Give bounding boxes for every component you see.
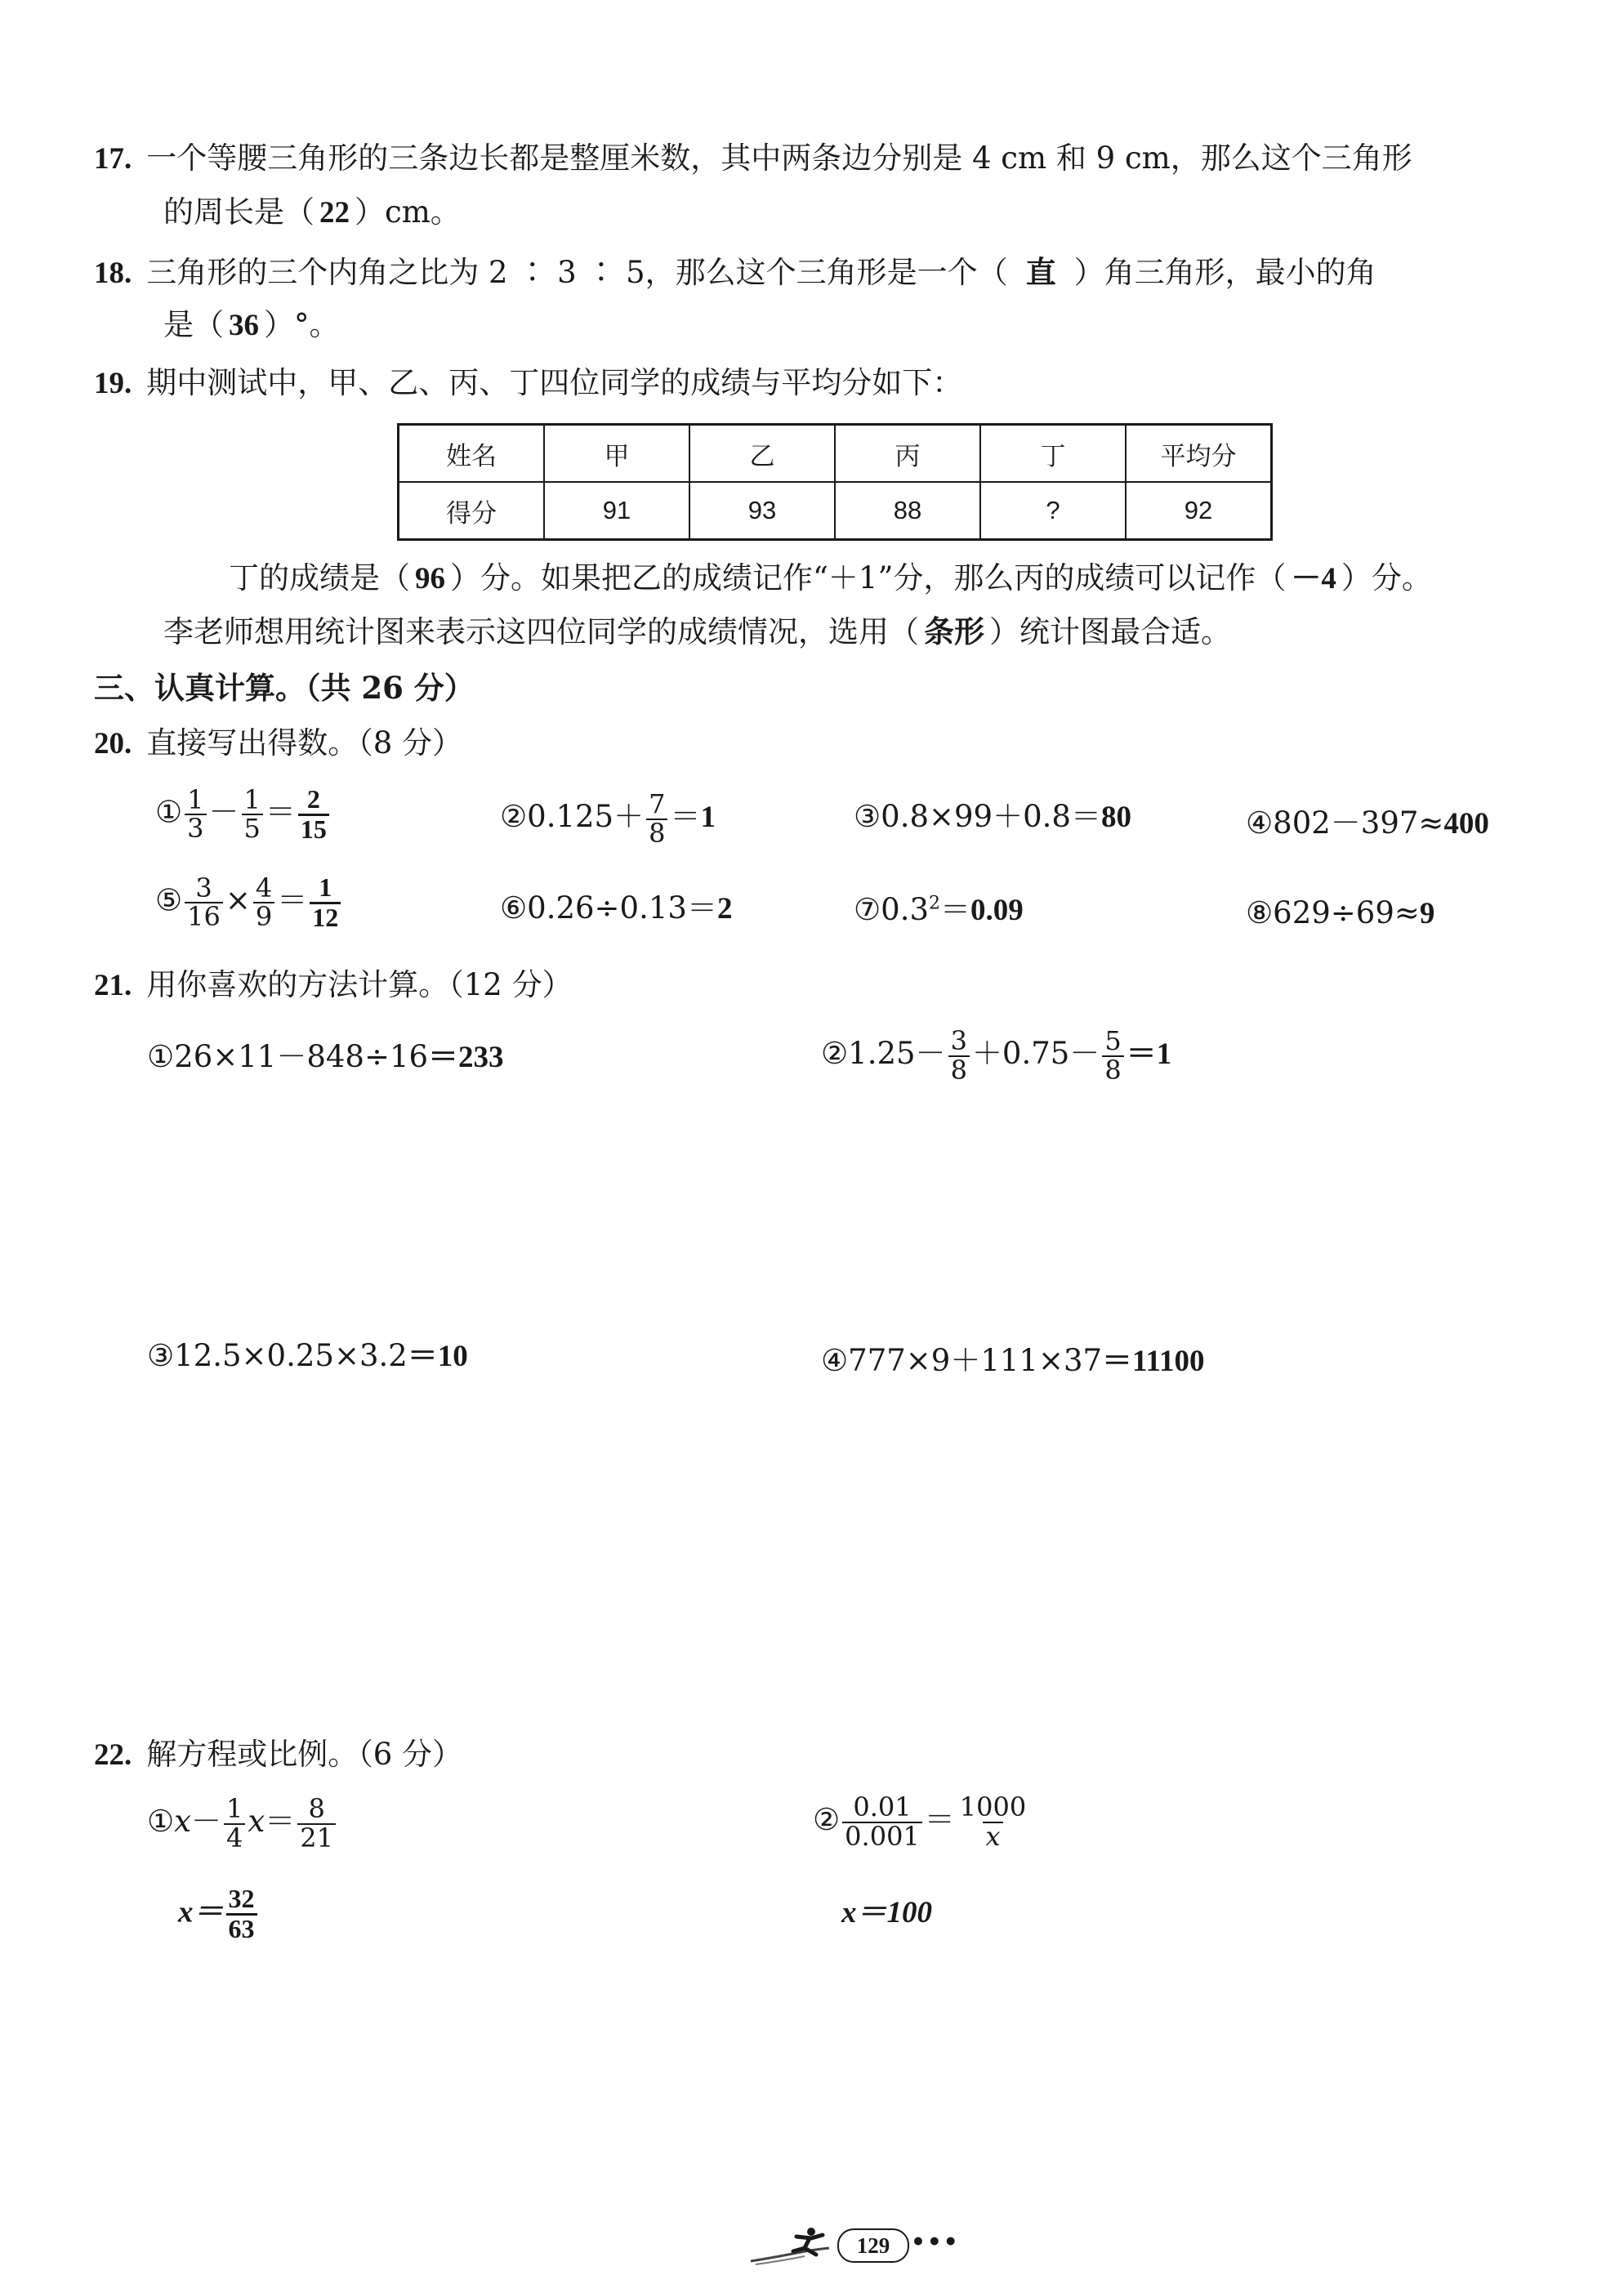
q18-mid: ）角三角形，最小的角 <box>1073 255 1376 290</box>
table-header-cell: 丁 <box>980 425 1126 483</box>
table-cell: ? <box>980 482 1126 540</box>
q18-line1 <box>94 255 1376 292</box>
fraction <box>185 872 223 933</box>
q20-7-mark: ⑦ <box>854 892 881 927</box>
fraction <box>957 1791 1028 1852</box>
q17-line1 <box>94 141 1412 177</box>
denominator: 9 <box>253 902 274 931</box>
q19-line3 <box>163 614 1231 651</box>
fraction <box>224 1795 245 1852</box>
q22-text: 解方程或比例。（6 分） <box>146 1737 463 1772</box>
table-cell: 93 <box>689 482 835 540</box>
q21-item-2 <box>821 1025 1172 1086</box>
variable: x <box>248 1804 265 1840</box>
equals: ＝ <box>277 882 308 918</box>
q19-l1-post: ）分。 <box>1341 560 1432 596</box>
numerator: 1 <box>187 783 204 815</box>
q17-text: 一个等腰三角形的三条边长都是整厘米数，其中两条边分别是 4 cm 和 9 cm，那么这个三角形 <box>146 141 1412 176</box>
q18-post2: ）°。 <box>264 307 340 342</box>
expression: 629÷69≈ <box>1273 895 1420 930</box>
q19-l2-pre: 李老师想用统计图来表示这四位同学的成绩情况，选用（ <box>163 614 919 649</box>
q22-item-2 <box>813 1791 1031 1852</box>
fraction <box>948 1025 970 1086</box>
q20-4-answer: 400 <box>1443 807 1489 841</box>
q20-item-2 <box>500 788 716 849</box>
q21-item-3 <box>147 1338 468 1375</box>
q17-line2 <box>163 194 461 231</box>
denominator: x <box>983 1822 1002 1851</box>
q20-6-mark: ⑥ <box>500 890 528 926</box>
q18-answer-2: 36 <box>229 309 259 342</box>
q19-text: 期中测试中，甲、乙、丙、丁四位同学的成绩与平均分如下： <box>146 365 963 400</box>
numerator: 1000 <box>959 1791 1027 1822</box>
q21-4-answer: ＝11100 <box>1102 1345 1205 1378</box>
q21-4-mark: ④ <box>821 1343 849 1378</box>
q22-1-answer <box>178 1885 260 1943</box>
q22-1-mark: ① <box>147 1804 175 1840</box>
q21-title <box>94 967 573 1004</box>
q21-item-4 <box>821 1343 1204 1380</box>
q21-text: 用你喜欢的方法计算。（12 分） <box>146 967 573 1002</box>
q20-4-mark: ④ <box>1246 805 1274 841</box>
numerator: 1 <box>243 783 261 815</box>
score-table-header-row <box>399 425 1272 483</box>
table-cell: 88 <box>835 482 980 540</box>
expression: 0.125＋ <box>527 799 645 835</box>
q17-answer: 22 <box>319 196 350 230</box>
q22-title <box>94 1737 462 1773</box>
numerator: 32 <box>228 1884 255 1913</box>
q20-item-6 <box>500 890 732 927</box>
q18-answer-1: 直 <box>1025 256 1056 290</box>
q20-8-answer: 9 <box>1419 897 1435 930</box>
q21-2-mark: ② <box>821 1036 849 1072</box>
q20-8-mark: ⑧ <box>1246 895 1274 930</box>
q18-pre: 三角形的三个内角之比为 2 ∶ 3 ∶ 5，那么这个三角形是一个（ <box>146 255 1008 290</box>
fraction <box>1102 1025 1123 1086</box>
table-cell: 92 <box>1126 482 1272 540</box>
page-number: 129 <box>837 2228 909 2263</box>
expression: 0.8×99＋0.8＝ <box>881 799 1101 834</box>
answer-fraction <box>298 786 329 843</box>
denominator: 0.001 <box>842 1822 922 1851</box>
numerator: 0.01 <box>853 1791 912 1822</box>
q19-line1 <box>94 365 962 402</box>
base: 0.3 <box>881 892 930 927</box>
runner-logo-icon <box>747 2225 837 2266</box>
exponent: 2 <box>929 893 941 914</box>
q20-item-4 <box>1246 805 1489 842</box>
q20-title <box>94 725 462 762</box>
q20-number: 20. <box>94 727 132 761</box>
table-cell: 91 <box>544 482 689 540</box>
q18-pre2: 是（ <box>163 307 224 342</box>
section-3-title: 三、认真计算。（共 26 分） <box>94 670 475 706</box>
q20-1-mark: ① <box>155 794 183 830</box>
q19-answer-3: 条形 <box>924 616 984 649</box>
operator: － <box>208 794 239 830</box>
numerator: 5 <box>1104 1025 1122 1056</box>
q22-2-answer: x＝100 <box>841 1896 932 1929</box>
numerator: 4 <box>255 872 273 903</box>
q19-l1-pre: 丁的成绩是（ <box>229 560 410 596</box>
operator: × <box>225 882 251 918</box>
fraction <box>242 783 263 845</box>
numerator: 8 <box>308 1793 325 1824</box>
denominator: 8 <box>1102 1055 1123 1085</box>
variable: x <box>174 1804 192 1840</box>
q18-number: 18. <box>94 256 132 290</box>
table-cell: 得分 <box>399 482 545 540</box>
equals: ＝ <box>924 1802 955 1838</box>
denominator: 3 <box>185 814 206 843</box>
denominator: 21 <box>297 1823 336 1853</box>
expression: 1.25－ <box>848 1036 946 1072</box>
numerator: 3 <box>950 1025 967 1056</box>
table-header-cell: 丙 <box>835 425 980 483</box>
equals: ＝ <box>940 892 971 927</box>
q22-2-mark: ② <box>813 1802 841 1838</box>
page-footer <box>747 2225 960 2266</box>
q19-answer-2: －4 <box>1291 562 1336 596</box>
fraction <box>185 783 206 845</box>
equals: ＝ <box>265 794 296 830</box>
fraction <box>646 788 667 849</box>
q18-line2 <box>163 307 340 344</box>
equals: ＝ <box>265 1804 296 1840</box>
denominator: 12 <box>310 902 341 932</box>
numerator: 2 <box>306 784 320 814</box>
numerator: 7 <box>649 788 666 819</box>
q19-l2-post: ）统计图最合适。 <box>989 614 1231 649</box>
numerator: 1 <box>226 1793 243 1824</box>
expression: ＋0.75－ <box>971 1036 1100 1072</box>
denominator: 16 <box>185 902 223 931</box>
q21-3-mark: ③ <box>147 1338 175 1373</box>
q20-item-7 <box>854 892 1024 929</box>
q19-answer-1: 96 <box>415 562 445 596</box>
q21-1-answer: ＝233 <box>428 1041 504 1074</box>
q20-item-3 <box>854 799 1131 836</box>
q17-pre: 的周长是（ <box>163 194 315 230</box>
denominator: 4 <box>224 1823 245 1853</box>
fraction <box>253 872 274 933</box>
expression: 802－397≈ <box>1273 805 1444 841</box>
denominator: 5 <box>242 814 263 843</box>
q20-5-mark: ⑤ <box>155 882 183 918</box>
expression: 777×9＋111×37 <box>848 1343 1103 1378</box>
q20-6-answer: 2 <box>716 892 733 926</box>
q17-post: ）cm。 <box>355 194 461 230</box>
operator: － <box>191 1804 222 1840</box>
q21-3-answer: ＝10 <box>407 1340 468 1373</box>
q20-item-5 <box>155 874 343 931</box>
q21-2-answer: ＝1 <box>1126 1037 1172 1072</box>
q21-1-mark: ① <box>147 1039 175 1074</box>
q20-item-8 <box>1246 895 1434 932</box>
answer-prefix: x＝ <box>178 1895 224 1929</box>
q19-l1-mid: ）分。如果把乙的成绩记作“＋1”分，那么丙的成绩可以记作（ <box>450 560 1287 596</box>
q21-number: 21. <box>94 969 132 1002</box>
table-header-cell: 姓名 <box>399 425 545 483</box>
score-table <box>397 423 1273 541</box>
q19-number: 19. <box>94 367 132 400</box>
q20-7-answer: 0.09 <box>970 894 1024 927</box>
denominator: 63 <box>226 1913 257 1943</box>
expression: 12.5×0.25×3.2 <box>174 1338 408 1373</box>
equals: ＝ <box>670 799 701 835</box>
q22-number: 22. <box>94 1738 132 1772</box>
denominator: 15 <box>298 814 329 844</box>
fraction <box>842 1791 922 1852</box>
q17-number: 17. <box>94 142 132 176</box>
fraction <box>297 1795 336 1852</box>
q22-item-1 <box>147 1795 338 1852</box>
numerator: 1 <box>319 872 332 902</box>
q20-2-answer: 1 <box>700 801 716 835</box>
answer-fraction <box>226 1885 257 1943</box>
q21-item-1 <box>147 1039 504 1076</box>
answer-fraction <box>310 874 341 931</box>
table-header-cell: 乙 <box>689 425 835 483</box>
denominator: 8 <box>646 819 667 848</box>
table-header-cell: 平均分 <box>1126 425 1272 483</box>
expression: 0.26÷0.13＝ <box>527 890 717 926</box>
q20-item-1 <box>155 783 332 845</box>
score-table-data-row <box>399 482 1272 540</box>
q20-3-answer: 80 <box>1100 801 1131 834</box>
footer-dots: ••• <box>911 2228 960 2255</box>
q19-line2 <box>229 560 1432 597</box>
q20-2-mark: ② <box>500 799 528 835</box>
expression: 26×11－848÷16 <box>174 1039 429 1074</box>
table-header-cell: 甲 <box>544 425 689 483</box>
q20-text: 直接写出得数。（8 分） <box>146 725 463 761</box>
q20-3-mark: ③ <box>854 799 881 834</box>
numerator: 3 <box>195 872 212 903</box>
denominator: 8 <box>948 1055 970 1085</box>
